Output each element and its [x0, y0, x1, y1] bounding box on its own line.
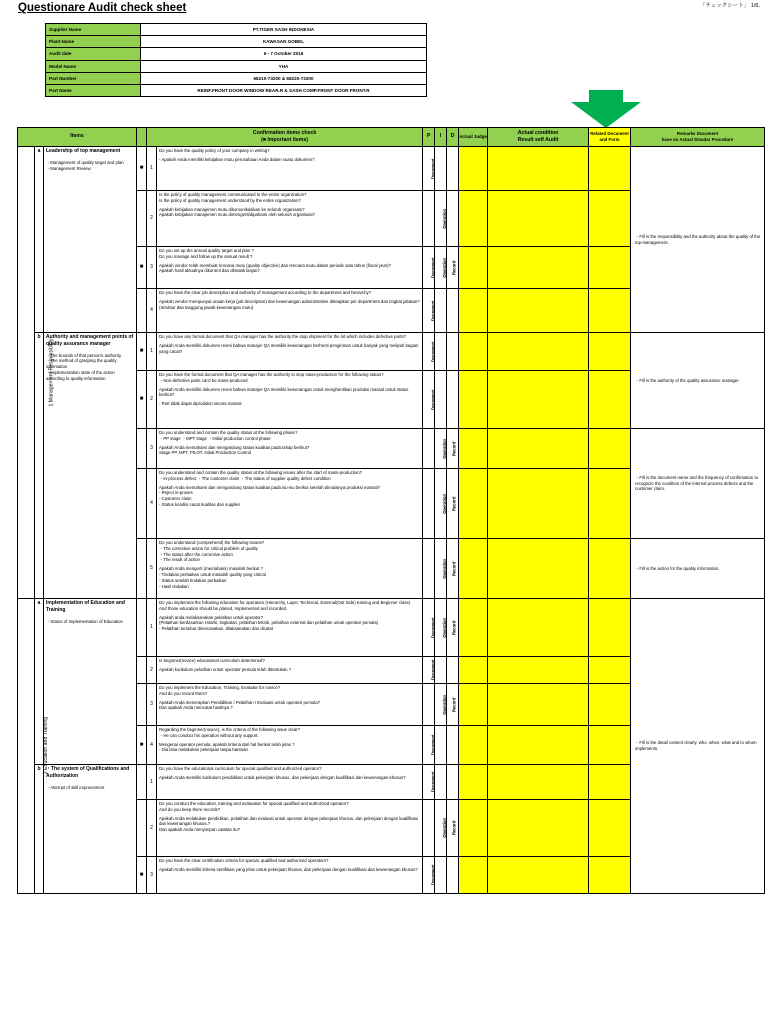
remarks-cell: ・Fill is the authority of the quality assurance manager.: [631, 333, 765, 429]
pid-marker: [423, 800, 435, 857]
item-number: 1: [147, 333, 157, 371]
important-mark: [137, 469, 147, 539]
pid-marker: Document: [423, 333, 435, 371]
col-actual-condition: Actual condition Result self Audit: [488, 128, 589, 147]
pid-marker: [447, 147, 459, 191]
pid-marker: [423, 429, 435, 469]
question-text: Do you have the formal document that QA manager has the authority to stop mass-production for the following status? ・Non-defective parts can't be mass-produced. Apakah Anda memiliki dokumen resmi bahwa manajer QA memiliki kewenangan untuk menghentikan produksi massal untuk status berikut? - Part tidak dapat diproduksi secara massal: [157, 371, 423, 429]
actual-judge-cell[interactable]: [459, 857, 488, 894]
question-text: Do you have the clear job description and authority of management according to the department and hierarchy? Apakah vendor mempunyai uraian kerja (job description) dan kewenangan administrative ditetapkan per department dan tingkat jabatan? (Struktur dan tanggung jawab kewenangan mutu): [157, 289, 423, 333]
question-text: Regarding the beginner(novice), is the criteria of the following issue clear? ・He can conduct his operation without any support. Mengenai operator pemula, apakah kriteria dari hal berikut telah jelas ? - Dia bisa melakukan pekerjaan tanpa bantuan: [157, 726, 423, 765]
actual-condition-cell[interactable]: [488, 469, 589, 539]
item-number: 3: [147, 684, 157, 726]
pid-marker: [435, 857, 447, 894]
important-mark: [137, 684, 147, 726]
table-row: [18, 147, 765, 191]
info-label: Plant Name: [46, 36, 141, 48]
related-document-cell[interactable]: [589, 765, 631, 800]
pid-marker: [435, 657, 447, 684]
sub-item-name: Implementation of Education and Training ・Status of Implementation of Education: [44, 599, 137, 765]
actual-condition-cell[interactable]: [488, 684, 589, 726]
info-label: Model Name: [46, 60, 141, 72]
important-mark: [137, 191, 147, 247]
item-number: 5: [147, 539, 157, 599]
pid-marker: [447, 191, 459, 247]
sub-letter: b: [35, 333, 44, 599]
question-text: Is the policy of quality management communicated to the entire organization? Is the policy of quality management understood by the entire organization? Apakah kebijakan manajemen mutu dikomunikasikan ke seluruh organisasi? Apakah kebijakan manajemen mutu dimengerti/dipahami oleh seluruh organisasi?: [157, 191, 423, 247]
table-row: [18, 333, 765, 371]
related-document-cell[interactable]: [589, 800, 631, 857]
pid-marker: [435, 333, 447, 371]
actual-judge-cell[interactable]: [459, 684, 488, 726]
important-mark: ■: [137, 147, 147, 191]
actual-judge-cell[interactable]: [459, 191, 488, 247]
remarks-cell: ・Fill is the responsibility and the authority about the quality of the top-management.: [631, 147, 765, 333]
info-label: Part Number: [46, 72, 141, 84]
pid-marker: [447, 726, 459, 765]
pid-marker: Document: [423, 726, 435, 765]
pid-marker: Document: [423, 657, 435, 684]
pid-marker: [447, 657, 459, 684]
sub-letter: a: [35, 147, 44, 333]
actual-condition-cell[interactable]: [488, 857, 589, 894]
info-label: Supplier Name: [46, 24, 141, 36]
important-mark: ■: [137, 857, 147, 894]
sub-letter: b: [35, 765, 44, 894]
section-label: 1 Management Responsibility: [18, 147, 35, 599]
actual-judge-cell[interactable]: [459, 800, 488, 857]
pid-marker: [435, 147, 447, 191]
sub-item-name: ・The system of Qualifications and Authorization ・Attempt of skill improvement: [44, 765, 137, 894]
actual-condition-cell[interactable]: [488, 539, 589, 599]
table-header-row: [18, 128, 765, 147]
question-text: Do you understand (comprehend) the following issues? ・The corrective action for critical problem of quality ・The status after the corrective action ・The result of action Apakah Anda mengerti (memahami) masalah berikut ? - Tindakan perbaikan untuk masalah quality yang critical - Status setelah tindakan perbaikan - Hasil tindakan: [157, 539, 423, 599]
pid-marker: Document: [423, 371, 435, 429]
question-text: Is beginner(novice) educational curriculum determined? Apakah kurikulum pelatihan untuk operator pemula telah ditentukan ?: [157, 657, 423, 684]
related-document-cell[interactable]: [589, 289, 631, 333]
pid-marker: Document: [423, 147, 435, 191]
col-items: Items: [18, 128, 137, 147]
item-number: 2: [147, 800, 157, 857]
actual-judge-cell[interactable]: [459, 333, 488, 371]
important-mark: [137, 429, 147, 469]
actual-condition-cell[interactable]: [488, 333, 589, 371]
actual-condition-cell[interactable]: [488, 191, 589, 247]
important-mark: [137, 765, 147, 800]
info-row: [46, 72, 427, 84]
important-mark: ■: [137, 333, 147, 371]
item-number: 3: [147, 857, 157, 894]
pid-marker: Record: [447, 800, 459, 857]
pid-marker: [423, 684, 435, 726]
pid-marker: Operation: [435, 684, 447, 726]
question-text: Do you have the clear certification criteria for special, qualified and authorized operators? Apakah Anda memiliki kriteria sertifikasi yang jelas untuk pekerjaan khusus, dan pekerjaan dengan kualifikasi dan kewenangan khusus?: [157, 857, 423, 894]
item-number: 1: [147, 765, 157, 800]
question-text: Do you have the quality policy of your company in writing? - Apakah Anda memiliki kebijakan mutu perusahaan Anda dalam suatu dokumen?: [157, 147, 423, 191]
col-confirmation: Confirmation items check (■ Important items): [147, 128, 423, 147]
item-number: 3: [147, 247, 157, 289]
question-text: Do you have any formal document that QA manager has the authority the stop shipment for the lot which includes defective parts? Apakah Anda memiliki dokumen resmi bahwa manajer QA memiliki kewenangan berhenti pengiriman untuk banyak yang meliputi bagian yang cacat?: [157, 333, 423, 371]
info-label: Part Name: [46, 84, 141, 96]
info-row: [46, 24, 427, 36]
pid-marker: [435, 289, 447, 333]
col-remarks: Remarks Document base on Actual Standar Procedure: [631, 128, 765, 147]
item-number: 1: [147, 599, 157, 657]
item-number: 3: [147, 429, 157, 469]
important-mark: [137, 289, 147, 333]
actual-condition-cell[interactable]: [488, 599, 589, 657]
related-document-cell[interactable]: [589, 429, 631, 469]
info-row: [46, 36, 427, 48]
item-number: 1: [147, 147, 157, 191]
actual-judge-cell[interactable]: [459, 147, 488, 191]
important-mark: [137, 800, 147, 857]
question-text: Do you have the educational curriculum for special qualified and authorized operator? Apakah Anda memiliki kurikulum pendidikan untuk pekerjaan khusus, dan pekerjaan dengan kualifikasi dan kewenangan khusus?: [157, 765, 423, 800]
related-document-cell[interactable]: [589, 857, 631, 894]
col-mark: [137, 128, 147, 147]
pid-marker: [447, 289, 459, 333]
question-text: Do you implement the following education for operators (Hierarchy, Layer, Technical, External(Out Side) training and Beginner class) And those education should be planed, Implemented and recorded. Apakah anda melaksanakan pelatihan untuk operator? (Pelatihan berdasarkan Hirarki, tingkatan, pelatihan teknik, pelatihan external dan pelatihan untuk operator pemula) - Pelatihan tersebut direncanakan, dilaksanakan dan dicatat: [157, 599, 423, 657]
item-number: 2: [147, 657, 157, 684]
question-text: Do you set up the annual quality target and plan ? Do you manage and follow up the annual result ? Apakah vendor telah membuat rencana mutu (quality objective) dan rencana mutu dalam periode satu tahun (fiscal year)? Apakah hasil aktualnya dikontrol dan ditindak lanjuti?: [157, 247, 423, 289]
related-document-cell[interactable]: [589, 684, 631, 726]
item-number: 4: [147, 289, 157, 333]
pid-marker: Record: [447, 429, 459, 469]
pid-marker: [423, 539, 435, 599]
actual-judge-cell[interactable]: [459, 371, 488, 429]
actual-judge-cell[interactable]: [459, 429, 488, 469]
related-document-cell[interactable]: [589, 657, 631, 684]
pid-marker: Operation: [435, 429, 447, 469]
info-row: [46, 84, 427, 96]
item-number: 4: [147, 469, 157, 539]
audit-info-table: [45, 23, 427, 97]
page-title: Questionare Audit check sheet: [18, 2, 187, 14]
related-document-cell[interactable]: [589, 599, 631, 657]
important-mark: ■: [137, 247, 147, 289]
related-document-cell[interactable]: [589, 539, 631, 599]
pid-marker: [447, 333, 459, 371]
important-mark: [137, 539, 147, 599]
pid-marker: Record: [447, 599, 459, 657]
pid-marker: Operation: [435, 539, 447, 599]
col-actual-judge: Actual Judge: [459, 128, 488, 147]
remarks-cell: ・Fill is the document name and the frequency of confirmation to recognize the condition of the internal process defects and the customer claim.: [631, 429, 765, 539]
actual-judge-cell[interactable]: [459, 599, 488, 657]
important-mark: [137, 599, 147, 657]
related-document-cell[interactable]: [589, 469, 631, 539]
pid-marker: Operation: [435, 800, 447, 857]
important-mark: ■: [137, 371, 147, 429]
pid-marker: [423, 469, 435, 539]
col-d: D: [447, 128, 459, 147]
pid-marker: Record: [447, 539, 459, 599]
actual-judge-cell[interactable]: [459, 289, 488, 333]
important-mark: [137, 657, 147, 684]
actual-judge-cell[interactable]: [459, 539, 488, 599]
actual-judge-cell[interactable]: [459, 726, 488, 765]
pid-marker: [447, 857, 459, 894]
pid-marker: Document: [423, 599, 435, 657]
question-text: Do you understand and contain the quality status at the following phase? ・PP stage ・MPT stage ・Initial production control phase Apakah Anda memahami dan mengandung status kualitas pada tahap berikut? Stage PP, MPT, PILOT, Initial Production Control: [157, 429, 423, 469]
pid-marker: Record: [447, 684, 459, 726]
info-row: [46, 60, 427, 72]
pid-marker: Operation: [435, 469, 447, 539]
actual-condition-cell[interactable]: [488, 657, 589, 684]
related-document-cell[interactable]: [589, 371, 631, 429]
checklist-table: [17, 127, 765, 894]
related-document-cell[interactable]: [589, 333, 631, 371]
info-row: [46, 48, 427, 60]
info-value: 68210-73200 & 68220-73200: [141, 72, 427, 84]
actual-condition-cell[interactable]: [488, 429, 589, 469]
pid-marker: [435, 765, 447, 800]
actual-condition-cell[interactable]: [488, 289, 589, 333]
related-document-cell[interactable]: [589, 726, 631, 765]
pid-marker: Document: [423, 247, 435, 289]
info-value: REINF.FRONT DOOR WINDOW REAR.R & SASH COMP.FRONT DOOR FRONT.R: [141, 84, 427, 96]
actual-judge-cell[interactable]: [459, 247, 488, 289]
pid-marker: Document: [423, 857, 435, 894]
remarks-cell: ・Fill is the action for the quality information.: [631, 539, 765, 599]
arrow-down-icon: [571, 90, 641, 128]
page-number: 「チェックシート」 1/6.: [699, 3, 760, 9]
info-value: 6 - 7 October 2016: [141, 48, 427, 60]
col-i: I: [435, 128, 447, 147]
pid-marker: [435, 371, 447, 429]
pid-marker: Record: [447, 247, 459, 289]
related-document-cell[interactable]: [589, 147, 631, 191]
pid-marker: [447, 371, 459, 429]
pid-marker: [435, 726, 447, 765]
pid-marker: Document: [423, 765, 435, 800]
pid-marker: [423, 191, 435, 247]
info-value: KAWASAN GOBEL: [141, 36, 427, 48]
pid-marker: [447, 765, 459, 800]
question-text: Do you implement the Education, Training, Evaluate for novice? And do you record them? Apakah Anda menerapkan Pendidikan / Pelatihan / Evaluasi untuk operator pemula? Dan apakah Anda mencatat hasilnya ?: [157, 684, 423, 726]
pid-marker: Operation: [435, 191, 447, 247]
pid-marker: Record: [447, 469, 459, 539]
col-related-document: Related Document and Form: [589, 128, 631, 147]
pid-marker: Document: [423, 289, 435, 333]
pid-marker: Operation: [435, 599, 447, 657]
info-label: Audit date: [46, 48, 141, 60]
sub-letter: a: [35, 599, 44, 765]
table-row: [18, 599, 765, 657]
col-p: P: [423, 128, 435, 147]
question-text: Do you understand and contain the quality status at the following issues after the start of mass-production? ・In-process defect ・The customer claim ・The status of supplier quality defect condition Apakah Anda memahami dan mengandung status kualitas pada isu-isu berikut setelah dimulainya produksi massal? - Reject in-proses - Customer claim - Status kondisi cacat kualitas dari supplier: [157, 469, 423, 539]
sub-item-name: Leadership of top management ・Management of quality target and plan ・Management Review: [44, 147, 137, 333]
question-text: Do you conduct the education, training and evaluation for special qualified and authorized operator? And do you keep there records? Apakah Anda melakukan pendidikan, pelatihan dan evaluasi untuk operator dengan pekerjaan khusus, dan pekerjaan dengan kualifikasi dan kewenangan khusus.? Dan apakah Anda menyimpan catatan itu?: [157, 800, 423, 857]
related-document-cell[interactable]: [589, 247, 631, 289]
actual-condition-cell[interactable]: [488, 765, 589, 800]
item-number: 2: [147, 191, 157, 247]
remarks-cell: ・Fill is the detail content clearly, who, when, what and to whom implements.: [631, 599, 765, 894]
item-number: 2: [147, 371, 157, 429]
actual-condition-cell[interactable]: [488, 147, 589, 191]
important-mark: ■: [137, 726, 147, 765]
actual-condition-cell[interactable]: [488, 371, 589, 429]
actual-condition-cell[interactable]: [488, 726, 589, 765]
actual-judge-cell[interactable]: [459, 657, 488, 684]
item-number: 4: [147, 726, 157, 765]
actual-judge-cell[interactable]: [459, 469, 488, 539]
pid-marker: Operation: [435, 247, 447, 289]
related-document-cell[interactable]: [589, 191, 631, 247]
actual-condition-cell[interactable]: [488, 247, 589, 289]
actual-judge-cell[interactable]: [459, 765, 488, 800]
sub-item-name: Authority and management points of quality assurance manager ・The bounds of that person's authority ・The method of grasping the quality information ・Implementation state of the action according to quality information: [44, 333, 137, 599]
info-value: YHA: [141, 60, 427, 72]
section-label: 2 Education and Training: [18, 599, 35, 894]
actual-condition-cell[interactable]: [488, 800, 589, 857]
info-value: PT.TIGER SASH INDONESIA: [141, 24, 427, 36]
